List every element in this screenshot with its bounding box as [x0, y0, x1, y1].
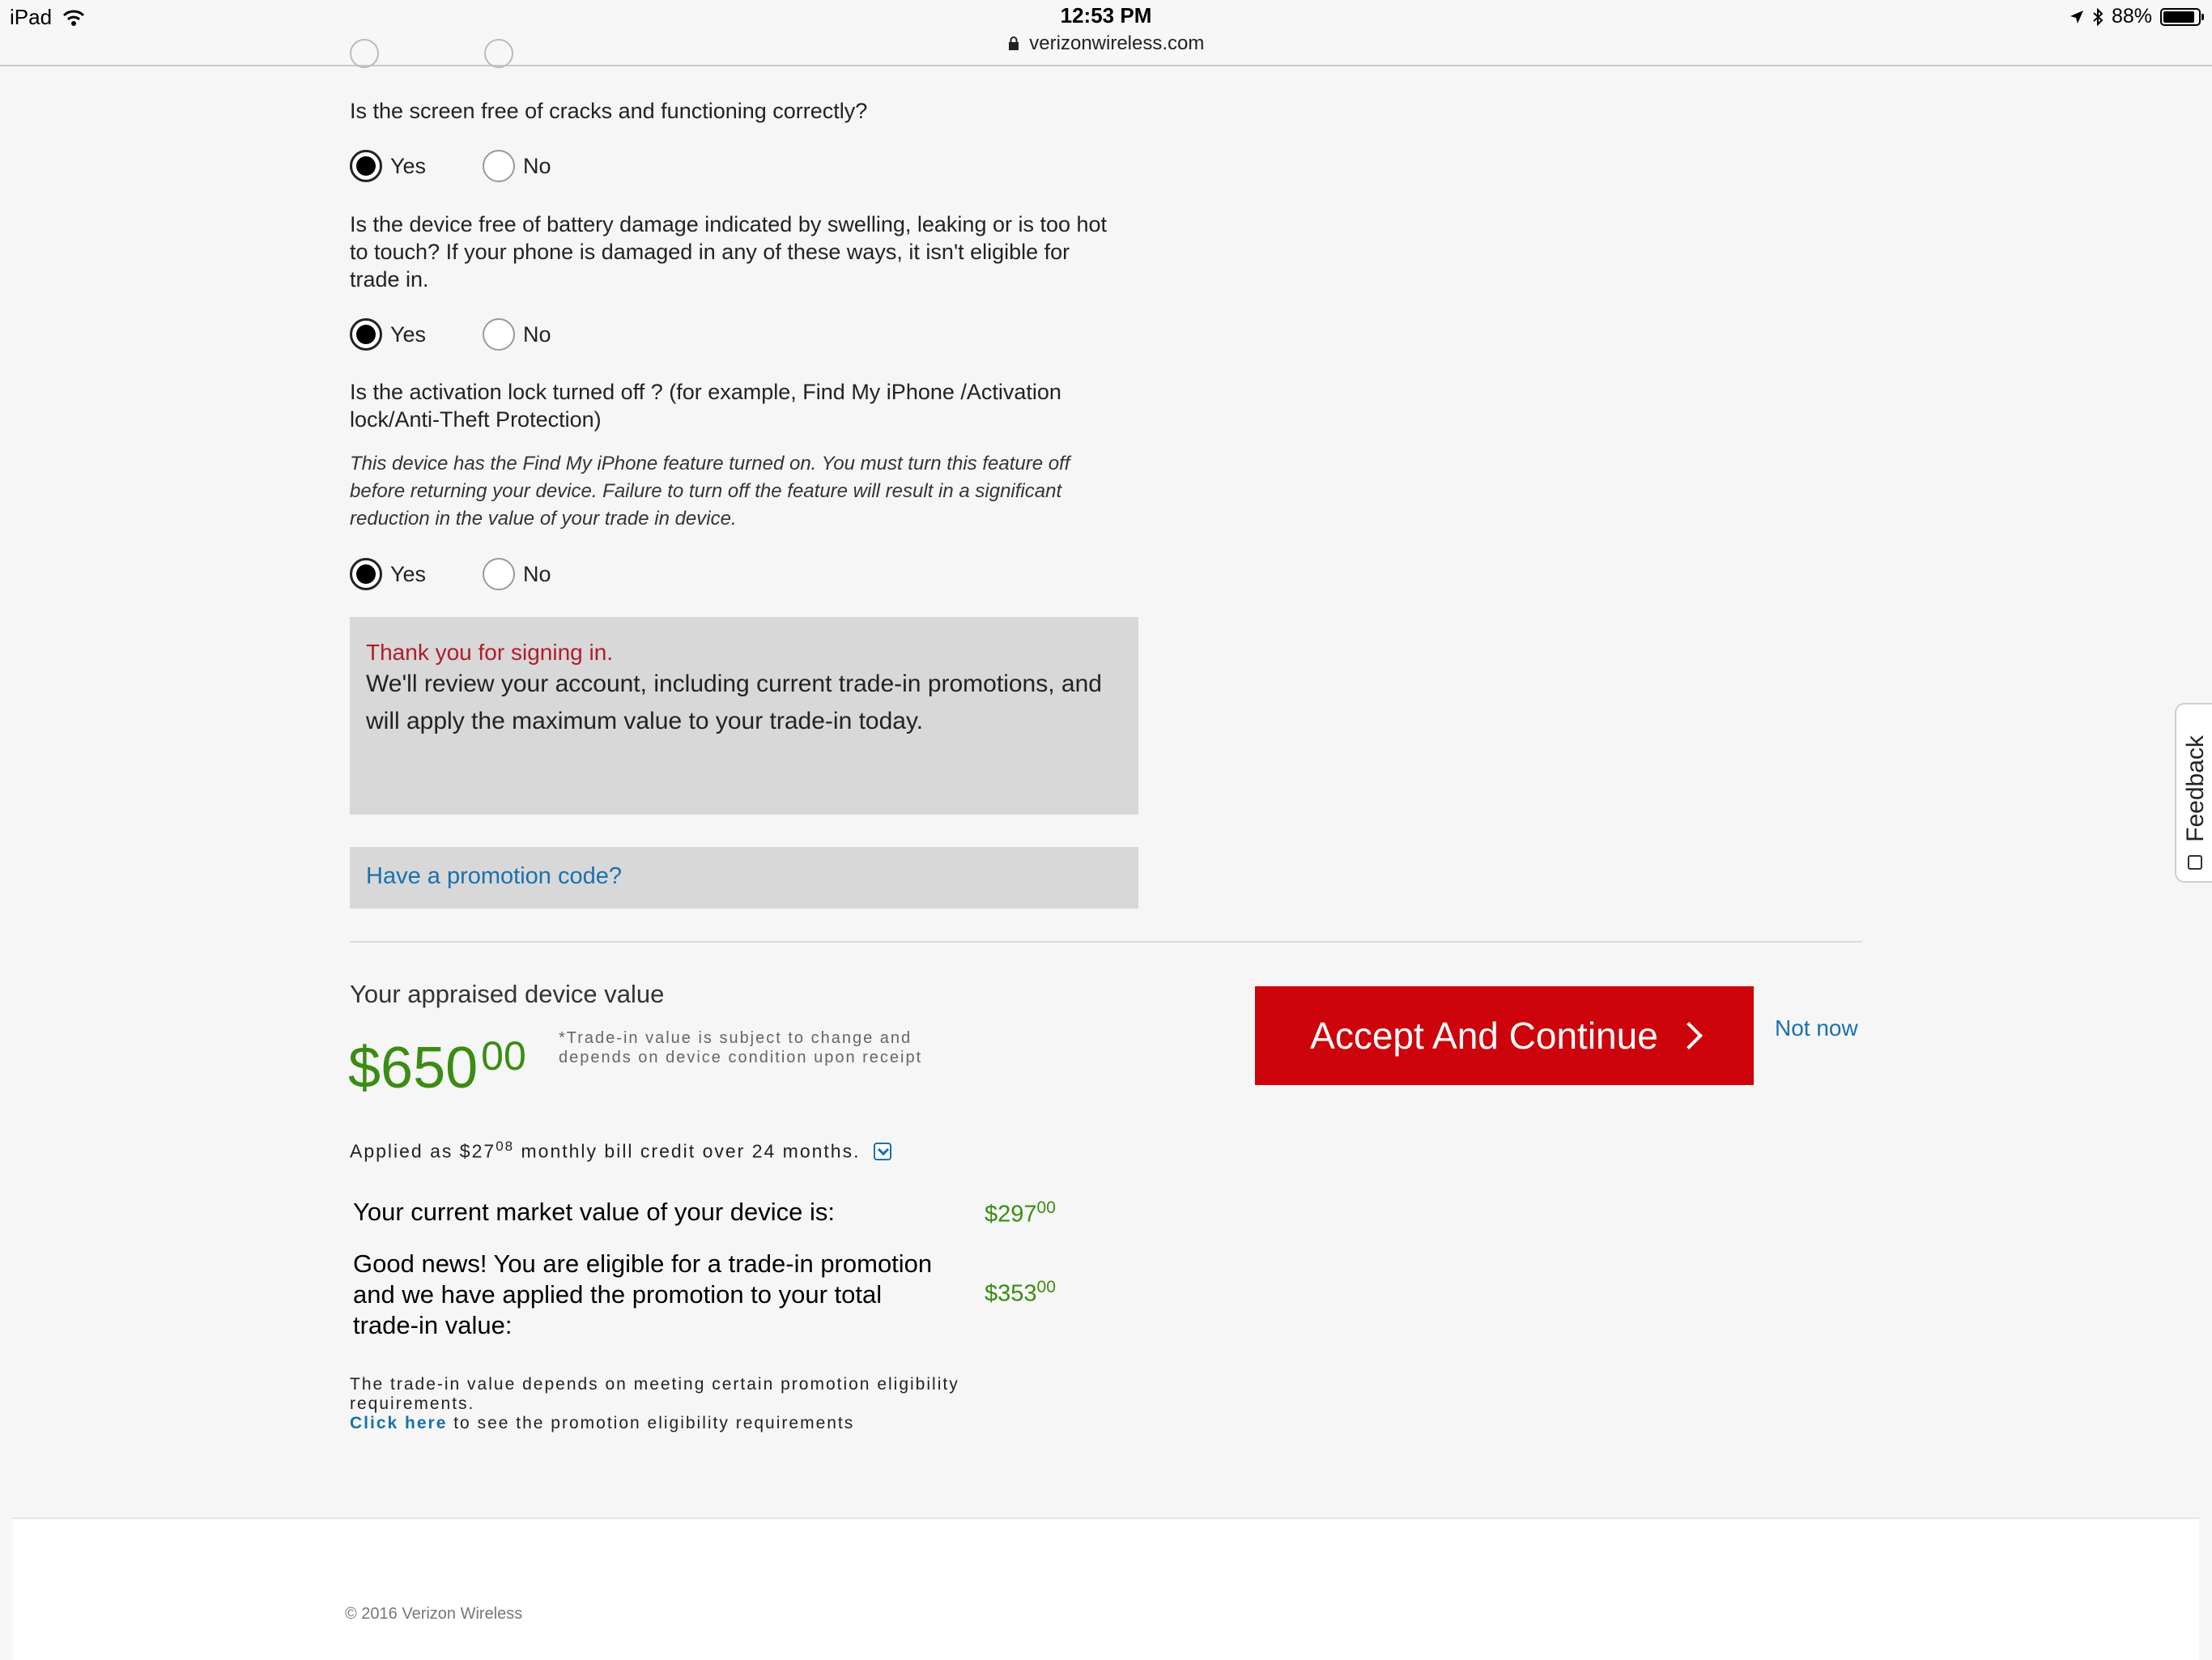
radio-option-yes[interactable]: [350, 150, 426, 182]
not-now-link[interactable]: Not now: [1775, 1015, 1858, 1041]
eligibility-suffix: to see the promotion eligibility requirements: [447, 1414, 855, 1432]
radio-button[interactable]: [483, 150, 515, 182]
sign-in-message-box: [350, 617, 1138, 815]
question-battery-damage: Is the device free of battery damage indicated by swelling, leaking or is too hot to touch? If your phone is damaged in any of these ways, it isn't eligible for trade in.: [350, 212, 1108, 292]
lock-icon: [1008, 36, 1019, 51]
accept-and-continue-button[interactable]: [1255, 986, 1754, 1085]
radio-label: Yes: [390, 321, 427, 347]
bluetooth-icon: [2092, 8, 2104, 26]
market-value-cents: 00: [1036, 1198, 1056, 1217]
radio-group-activation: [350, 557, 608, 591]
applied-suffix: monthly bill credit over 24 months.: [514, 1140, 861, 1162]
chevron-right-icon: [1675, 1022, 1703, 1049]
thanks-body: We'll review your account, including current trade-in promotions, and will apply the maximum value to your trade-in today.: [366, 670, 1102, 734]
appraised-value-label: Your appraised device value: [350, 980, 665, 1008]
thanks-title: Thank you for signing in.: [366, 640, 614, 665]
radio-button-checked[interactable]: [350, 150, 382, 182]
price-dollars: $650: [348, 1036, 479, 1100]
status-icons: [2069, 5, 2201, 28]
promotion-value-dollars: $353: [985, 1280, 1037, 1307]
battery-icon: [2160, 8, 2201, 26]
eligibility-link-line: [350, 1414, 1030, 1433]
accept-label: Accept And Continue: [1310, 1015, 1658, 1057]
click-here-link[interactable]: Click here: [350, 1414, 448, 1432]
expand-details-icon[interactable]: [874, 1143, 891, 1160]
radio-option-no[interactable]: [483, 318, 551, 351]
url-text: verizonwireless.com: [1029, 32, 1205, 54]
radio-label: Yes: [390, 153, 427, 178]
applied-cents: 08: [496, 1139, 515, 1154]
address-bar[interactable]: [0, 32, 2212, 55]
radio-label: No: [523, 561, 551, 586]
radio-label: Yes: [390, 561, 427, 586]
radio-label: No: [523, 321, 551, 347]
promotion-value-label: Good news! You are eligible for a trade-in promotion and we have applied the promotion to your total trade-in value:: [353, 1249, 933, 1339]
promotion-value-amount: [985, 1278, 1056, 1308]
question-screen-condition: Is the screen free of cracks and functioning correctly?: [350, 99, 868, 123]
eligibility-note: [350, 1375, 1030, 1433]
scrolled-radio-yes[interactable]: [350, 39, 379, 68]
radio-button-checked[interactable]: [350, 318, 382, 351]
feedback-label: Feedback: [2182, 735, 2209, 842]
clock: 12:53 PM: [1060, 3, 1152, 28]
status-bar: [0, 0, 2212, 66]
applied-prefix: Applied as $27: [350, 1140, 496, 1162]
price-cents: 00: [481, 1033, 526, 1079]
radio-button-checked[interactable]: [350, 558, 382, 590]
page-footer: [13, 1517, 2199, 1660]
monthly-credit-text: [350, 1139, 891, 1163]
radio-button[interactable]: [483, 318, 515, 351]
market-value-label: Your current market value of your device is:: [353, 1198, 836, 1226]
radio-button[interactable]: [483, 558, 515, 590]
feedback-tab[interactable]: [2175, 703, 2212, 883]
radio-option-no[interactable]: [483, 558, 551, 590]
copyright-text: © 2016 Verizon Wireless: [345, 1605, 523, 1623]
radio-option-yes[interactable]: [350, 318, 426, 351]
location-arrow-icon: [2069, 10, 2084, 24]
promo-code-box[interactable]: [350, 847, 1138, 909]
radio-option-no[interactable]: [483, 150, 551, 182]
section-divider: [350, 941, 1862, 943]
promotion-value-cents: 00: [1036, 1278, 1056, 1296]
eligibility-text: The trade-in value depends on meeting certain promotion eligibility requirements.: [350, 1375, 959, 1413]
radio-group-battery: [350, 317, 608, 351]
radio-option-yes[interactable]: [350, 558, 426, 590]
promo-code-link[interactable]: Have a promotion code?: [366, 863, 622, 889]
question-activation-lock: Is the activation lock turned off ? (for example, Find My iPhone /Activation lock/Anti-Theft Protection): [350, 380, 1061, 432]
battery-percent: 88%: [2111, 5, 2152, 28]
market-value-amount: [985, 1198, 1056, 1228]
market-value-dollars: $297: [985, 1201, 1037, 1228]
find-my-iphone-warning: This device has the Find My iPhone feature turned on. You must turn this feature off before returning your device. Failure to turn off the feature will result in a significant reduction in the value of your trade in device.: [350, 453, 1070, 530]
radio-label: No: [523, 153, 551, 178]
trade-in-disclaimer: *Trade-in value is subject to change and depends on device condition upon receipt: [559, 1029, 923, 1066]
radio-group-screen: [350, 149, 608, 183]
scrolled-radio-no[interactable]: [484, 39, 513, 68]
feedback-icon: [2188, 855, 2202, 870]
device-label: iPad: [10, 5, 53, 29]
appraised-price: [348, 1027, 526, 1100]
